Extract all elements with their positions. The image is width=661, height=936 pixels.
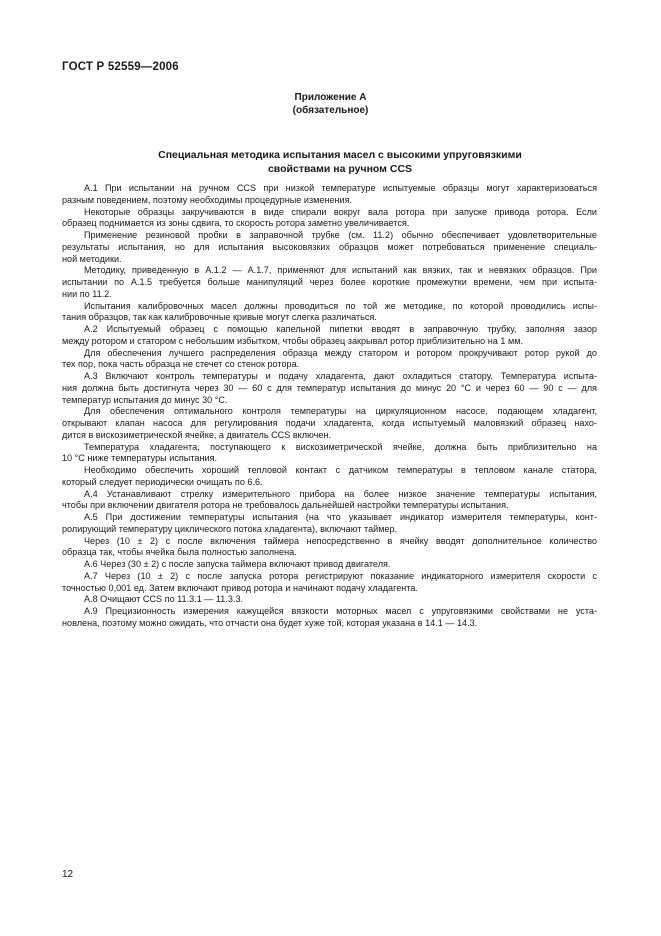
paragraph-line: Методику, приведенную в А.1.2 — А.1.7, применяют для испытаний как вязких, так и невязких образцов. При: [84, 265, 597, 276]
paragraph-line: тех пор, пока часть образца не стечет со стенок ротора.: [62, 359, 300, 370]
paragraph-line: Необходимо обеспечить хороший тепловой контакт с датчиком температуры в тепловом канале статора,: [84, 465, 597, 475]
paragraph-line: Испытания калибровочных масел должны проводиться по той же методике, по которой проводились испы-: [84, 300, 597, 311]
paragraph-line: открывают клапан насоса для регулирования подачи хладагента, когда испытуемый маловязкий образец нахо-: [62, 418, 597, 428]
paragraph-line: 10 °С ниже температуры испытания.: [62, 453, 218, 464]
standard-code: ГОСТ Р 52559—2006: [62, 61, 179, 73]
paragraph: [62, 371, 597, 406]
paragraph-line: нии по 11.2.: [62, 288, 112, 299]
paragraph-line: результаты испытания, но для испытания высоковязких образцов может потребоваться применение специаль-: [62, 241, 597, 252]
paragraph-line: разным поведением, поэтому необходимы процедурные изменения.: [62, 194, 353, 205]
title-line-2: свойствами на ручном CCS: [267, 163, 413, 175]
paragraph: [62, 594, 597, 606]
paragraph-line: чтобы при включении двигателя ротора не требовалось дальнейшей настройки температуры испытания.: [62, 500, 509, 511]
paragraph-line: температур испытания до минус 30 °С.: [62, 394, 228, 405]
paragraph-line: ной методики.: [62, 253, 122, 264]
paragraph: [62, 324, 597, 348]
paragraph-line: ролирующий температуру циклического потока хладагента), включают таймер.: [62, 523, 398, 534]
paragraph-line: А.8 Очищают CCS по 11.3.1 — 11.3.3.: [84, 594, 244, 605]
paragraph-line: А.4 Устанавливают стрелку измерительного прибора на более низкое значение температуры испытания,: [84, 488, 597, 499]
paragraph: [62, 207, 597, 231]
document-title: [100, 148, 580, 176]
paragraph: [62, 465, 597, 489]
paragraph: [62, 512, 597, 536]
appendix-label: Приложение А: [294, 92, 367, 103]
paragraph: [62, 230, 597, 265]
paragraph-line: А.3 Включают контроль температуры и подачу хладагента, дают охладиться статору. Температура испыта-: [84, 371, 597, 381]
paragraph: [62, 559, 597, 571]
paragraph: [62, 606, 597, 630]
paragraph-line: образца так, чтобы ячейка была полностью заполнена.: [62, 547, 297, 558]
paragraph: [62, 183, 597, 207]
paragraph-line: точностью 0,001 ед. Затем включают привод ротора и начинают подачу хладагента.: [62, 582, 418, 593]
paragraph-line: А.5 При достижении температуры испытания (на что указывает индикатор измерителя температуры, конт-: [84, 512, 597, 522]
paragraph-line: Для обеспечения оптимального контроля температуры на циркуляционном насосе, подающем хладагент,: [84, 406, 597, 417]
paragraph-line: ния должна быть достигнута через 30 — 60 с для температур испытания до минус 20 °С и через 60 — 90 с — для: [62, 382, 597, 393]
paragraph-line: который следует периодически очищать по 6.6.: [62, 476, 263, 487]
paragraph-line: Температура хладагента, поступающего к вискозиметрической ячейке, должна быть приблизительно на: [84, 441, 597, 452]
paragraph-line: дится в вискозиметрической ячейке, а двигатель CCS включен.: [62, 429, 332, 440]
page-number: 12: [62, 869, 74, 880]
paragraph-line: А.6 Через (30 ± 2) с после запуска таймера включают привод двигателя.: [84, 559, 391, 569]
paragraph-line: между ротором и статором с небольшим избытком, чтобы образец закрывал ротор приблизительно на 1 мм.: [62, 335, 523, 346]
paragraph-line: испытании по А.1.5 требуется больше манипуляций через более короткие промежутки времени, чем при испыта-: [62, 277, 597, 287]
paragraph-line: А.9 Прецизионность измерения кажущейся вязкости моторных масел с упруговязкими свойствами не уста-: [84, 606, 597, 616]
paragraph: [62, 489, 597, 513]
paragraph-line: тания образцов, так как калибровочные кривые могут слегка различаться.: [62, 312, 377, 323]
appendix-status: (обязательное): [292, 105, 369, 116]
paragraph-line: А.1 При испытании на ручном CCS при низкой температуре испытуемые образцы могут характеризоваться: [84, 183, 597, 193]
document-body: [62, 183, 597, 630]
paragraph: [62, 536, 597, 560]
title-line-1: Специальная методика испытания масел с высокими упруговязкими: [158, 149, 522, 161]
paragraph-line: А.2 Испытуемый образец с помощью капельной пипетки вводят в заправочную трубку, заполняя зазор: [84, 324, 597, 334]
paragraph: [62, 348, 597, 372]
paragraph-line: Некоторые образцы закручиваются в виде спирали вокруг вала ротора при запуске привода ротора. Если: [84, 206, 597, 217]
paragraph-line: образец поднимается из зоны сдвига, то скорость ротора заметно увеличивается.: [62, 218, 410, 229]
paragraph: [62, 301, 597, 325]
paragraph-line: Для обеспечения лучшего распределения образца между статором и ротором прокручивают ротор рукой до: [84, 347, 597, 358]
paragraph: [62, 442, 597, 466]
paragraph-line: Через (10 ± 2) с после включения таймера непосредственно в ячейку вводят дополнительное количество: [84, 535, 597, 546]
appendix-heading: [0, 91, 661, 117]
paragraph-line: А.7 Через (10 ± 2) с после запуска ротора регистрируют показание индикаторного измерителя скорости с: [84, 570, 597, 581]
paragraph: [62, 571, 597, 595]
paragraph: [62, 265, 597, 300]
paragraph-line: новлена, поэтому можно ожидать, что отчасти она будет хуже той, которая указана в 14.1 — 14.3.: [62, 617, 478, 628]
paragraph: [62, 406, 597, 441]
paragraph-line: Применение резиновой пробки в заправочной трубке (см. 11.2) обычно обеспечивает удовлетворительные: [84, 230, 597, 240]
